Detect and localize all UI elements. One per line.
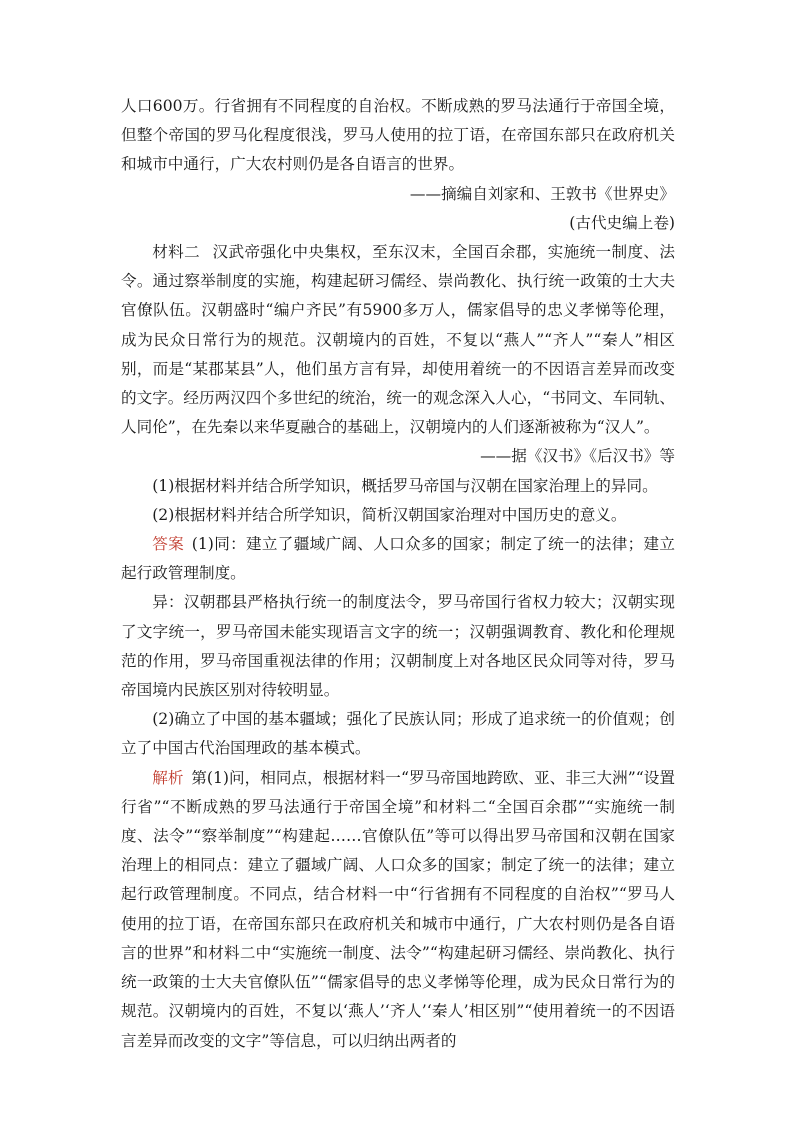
answer-part1-diff: 异：汉朝郡县严格执行统一的制度法令，罗马帝国行省权力较大；汉朝实现了文字统一，罗马帝国未能实现语言文字的统一；汉朝强调教育、教化和伦理规范的作用，罗马帝国重视法律的作用；汉朝制度上对各地区民众同等对待，罗马帝国境内民族区别对待较明显。 [121,593,675,700]
analysis-text: 第(1)问，相同点，根据材料一“罗马帝国地跨欧、亚、非三大洲”“设置行省”“不断成熟的罗马法通行于帝国全境”和材料二“全国百余郡”“实施统一制度、法令”“察举制度”“构建起……官僚队伍”等可以得出罗马帝国和汉朝在国家治理上的相同点：建立了疆域广阔、人口众多的国家；制定了统一的法律；建立起行政管理制度。不同点，结合材料一中“行省拥有不同程度的自治权”“罗马人使用的拉丁语，在帝国东部只在政府机关和城市中通行，广大农村则仍是各自语言的世界”和材料二中“实施统一制度、法令”“构建起研习儒经、崇尚教化、执行统一政策的士大夫官僚队伍”“儒家倡导的忠义孝悌等伦理，成为民众日常行为的规范。汉朝境内的百姓，不复以‘燕人’‘齐人’‘秦人’相区别”“使用着统一的不因语言差异而改变的文字”等信息，可以归纳出两者的 [121,768,675,1050]
question-1: (1)根据材料并结合所学知识，概括罗马帝国与汉朝在国家治理上的异同。 [152,476,658,495]
answer-part2: (2)确立了中国的基本疆域；强化了民族认同；形成了追求统一的价值观；创立了中国古代治国理政的基本模式。 [121,710,675,758]
material1-source-line2: (古代史编上卷) [569,213,675,232]
answer-part1-same [121,530,675,588]
material2-text: 汉武帝强化中央集权，至东汉末，全国百余郡，实施统一制度、法令。通过察举制度的实施，构建起研习儒经、崇尚教化、执行统一政策的士大夫官僚队伍。汉朝盛时“编户齐民”有5900多万人，儒家倡导的忠义孝悌等伦理，成为民众日常行为的规范。汉朝境内的百姓，不复以“燕人”“齐人”“秦人”相区别，而是“某郡某县”人，他们虽方言有异，却使用着统一的不因语言差异而改变的文字。经历两汉四个多世纪的统治，统一的观念深入人心，“书同文、车同轨、人同伦”，在先秦以来华夏融合的基础上，汉朝境内的人们逐渐被称为“汉人”。 [121,243,675,437]
material2-label: 材料二 [152,243,201,262]
answer-part1-same-text: (1)同：建立了疆域广阔、人口众多的国家；制定了统一的法律；建立起行政管理制度。 [121,535,675,583]
material2-paragraph [121,238,675,442]
answer-label: 答案 [152,535,184,554]
analysis-paragraph [121,764,675,1056]
material1-source-line1: ——摘编自刘家和、王敦书《世界史》 [409,184,675,203]
material1-continuation: 人口600万。行省拥有不同程度的自治权。不断成熟的罗马法通行于帝国全境，但整个帝国的罗马化程度很浅，罗马人使用的拉丁语，在帝国东部只在政府机关和城市中通行，广大农村则仍是各自语言的世界。 [121,97,675,174]
document-page [121,92,675,1056]
question-2: (2)根据材料并结合所学知识，简析汉朝国家治理对中国历史的意义。 [152,505,627,524]
material2-source: ——据《汉书》《后汉书》等 [480,447,675,466]
analysis-label: 解析 [152,768,184,787]
